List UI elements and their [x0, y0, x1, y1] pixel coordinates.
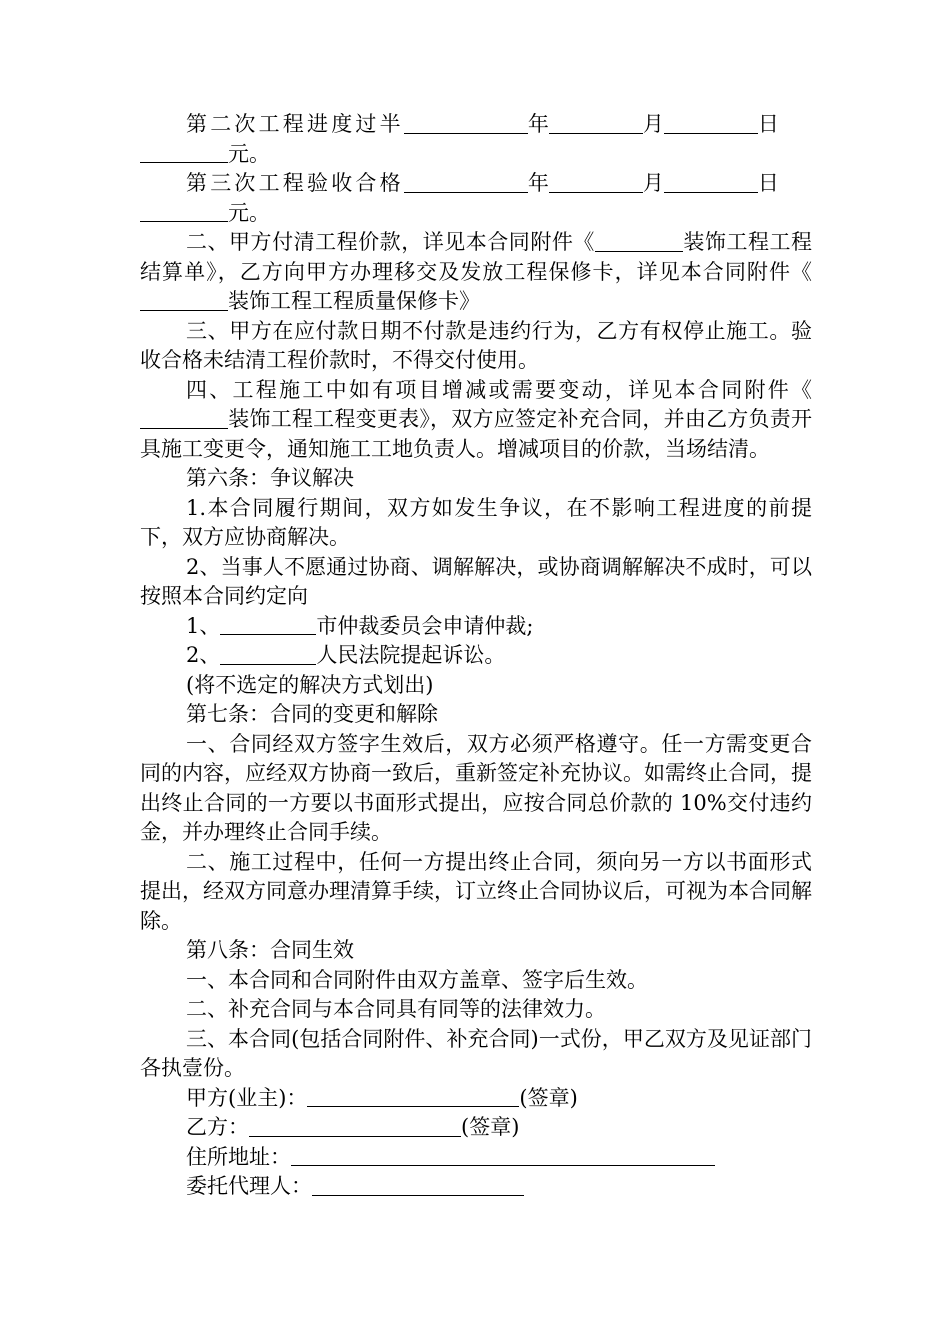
article-8-p3: 三、本合同(包括合同附件、补充合同)一式份，甲乙双方及见证部门各执壹份。 — [140, 1026, 812, 1080]
blank-field — [220, 641, 316, 664]
agent-blank — [312, 1172, 524, 1195]
clause-text: 装饰工程工程变更表》，双方应签定补充合同，并由乙方负责开具施工变更令，通知施工工地负责人。增减项目的价款，当场结清。 — [140, 407, 812, 461]
amount-line — [140, 140, 812, 170]
clause-text: 四、工程施工中如有项目增减或需要变动，详见本合同附件《 — [186, 377, 812, 402]
article-8-title: 第八条：合同生效 — [186, 938, 354, 962]
blank-field — [595, 228, 683, 251]
contract-page — [140, 110, 812, 1202]
seal-label: (签章) — [461, 1115, 520, 1139]
blank-field — [664, 110, 758, 133]
article-6-p2: 2、当事人不愿通过协商、调解解决，或协商调解解决不成时，可以按照本合同约定向 — [140, 554, 812, 608]
amount-line — [140, 199, 812, 229]
blank-field — [140, 140, 228, 163]
article-6-note: (将不选定的解决方式划出) — [186, 672, 434, 697]
month-label: 月 — [642, 171, 664, 195]
option-number: 1、 — [186, 613, 221, 638]
article-6-title: 第六条：争议解决 — [186, 466, 354, 490]
blank-field — [549, 110, 643, 133]
agent-line — [140, 1172, 812, 1202]
party-b-signature — [140, 1113, 812, 1143]
clause-settlement — [140, 228, 812, 317]
day-label: 日 — [757, 171, 779, 195]
yuan-label: 元。 — [228, 200, 270, 225]
option-number: 2、 — [186, 643, 221, 667]
month-label: 月 — [642, 112, 664, 136]
article-8-p2: 二、补充合同与本合同具有同等的法律效力。 — [186, 997, 606, 1021]
lawsuit-option — [140, 641, 812, 671]
clause-text: 装饰工程工程结算单》，乙方向甲方办理移交及发放工程保修卡，详见本合同附件《 — [140, 230, 813, 284]
signature-blank — [307, 1084, 519, 1107]
arbitration-option — [140, 612, 812, 642]
blank-field — [549, 169, 643, 192]
blank-field — [404, 110, 528, 133]
clause-text: 二、甲方付清工程价款，详见本合同附件《 — [186, 230, 595, 254]
option-text: 人民法院提起诉讼。 — [316, 643, 506, 667]
blank-field — [664, 169, 758, 192]
blank-field — [140, 405, 228, 428]
yuan-label: 元。 — [228, 141, 270, 166]
article-7-p1: 一、合同经双方签字生效后，双方必须严格遵守。任一方需变更合同的内容，应经双方协商一致后，重新签定补充协议。如需终止合同，提出终止合同的一方要以书面形式提出，应按合同总价款的 10%交付违约金，并办理终止合同手续。 — [140, 731, 812, 844]
option-text: 市仲裁委员会申请仲裁; — [316, 613, 534, 638]
payment-label: 第三次工程验收合格 — [186, 171, 404, 195]
article-6-p1: 1.本合同履行期间，双方如发生争议，在不影响工程进度的前提下，双方应协商解决。 — [140, 495, 812, 549]
address-label: 住所地址： — [186, 1144, 291, 1169]
payment-line-third — [140, 169, 812, 199]
blank-field — [220, 612, 316, 635]
year-label: 年 — [527, 112, 549, 136]
party-a-label: 甲方(业主)： — [186, 1085, 308, 1110]
article-7-title: 第七条：合同的变更和解除 — [186, 702, 438, 726]
signature-blank — [249, 1113, 461, 1136]
party-b-label: 乙方： — [186, 1115, 249, 1139]
address-blank — [291, 1143, 715, 1166]
clause-late-payment: 三、甲方在应付款日期不付款是违约行为，乙方有权停止施工。验收合格未结清工程价款时，不得交付使用。 — [140, 318, 812, 372]
blank-field — [404, 169, 528, 192]
day-label: 日 — [757, 112, 779, 136]
seal-label: (签章) — [519, 1085, 578, 1110]
clause-changes — [140, 376, 812, 465]
clause-text: 装饰工程工程质量保修卡》 — [228, 289, 480, 313]
article-8-p1: 一、本合同和合同附件由双方盖章、签字后生效。 — [186, 967, 648, 992]
year-label: 年 — [527, 171, 549, 195]
blank-field — [140, 199, 228, 222]
payment-line-second — [140, 110, 812, 140]
article-7-p2: 二、施工过程中，任何一方提出终止合同，须向另一方以书面形式提出，经双方同意办理清算手续，订立终止合同协议后，可视为本合同解除。 — [140, 849, 812, 933]
agent-label: 委托代理人： — [186, 1174, 312, 1198]
payment-label: 第二次工程进度过半 — [186, 112, 404, 136]
party-a-signature — [140, 1084, 812, 1114]
address-line — [140, 1143, 812, 1173]
blank-field — [140, 287, 228, 310]
